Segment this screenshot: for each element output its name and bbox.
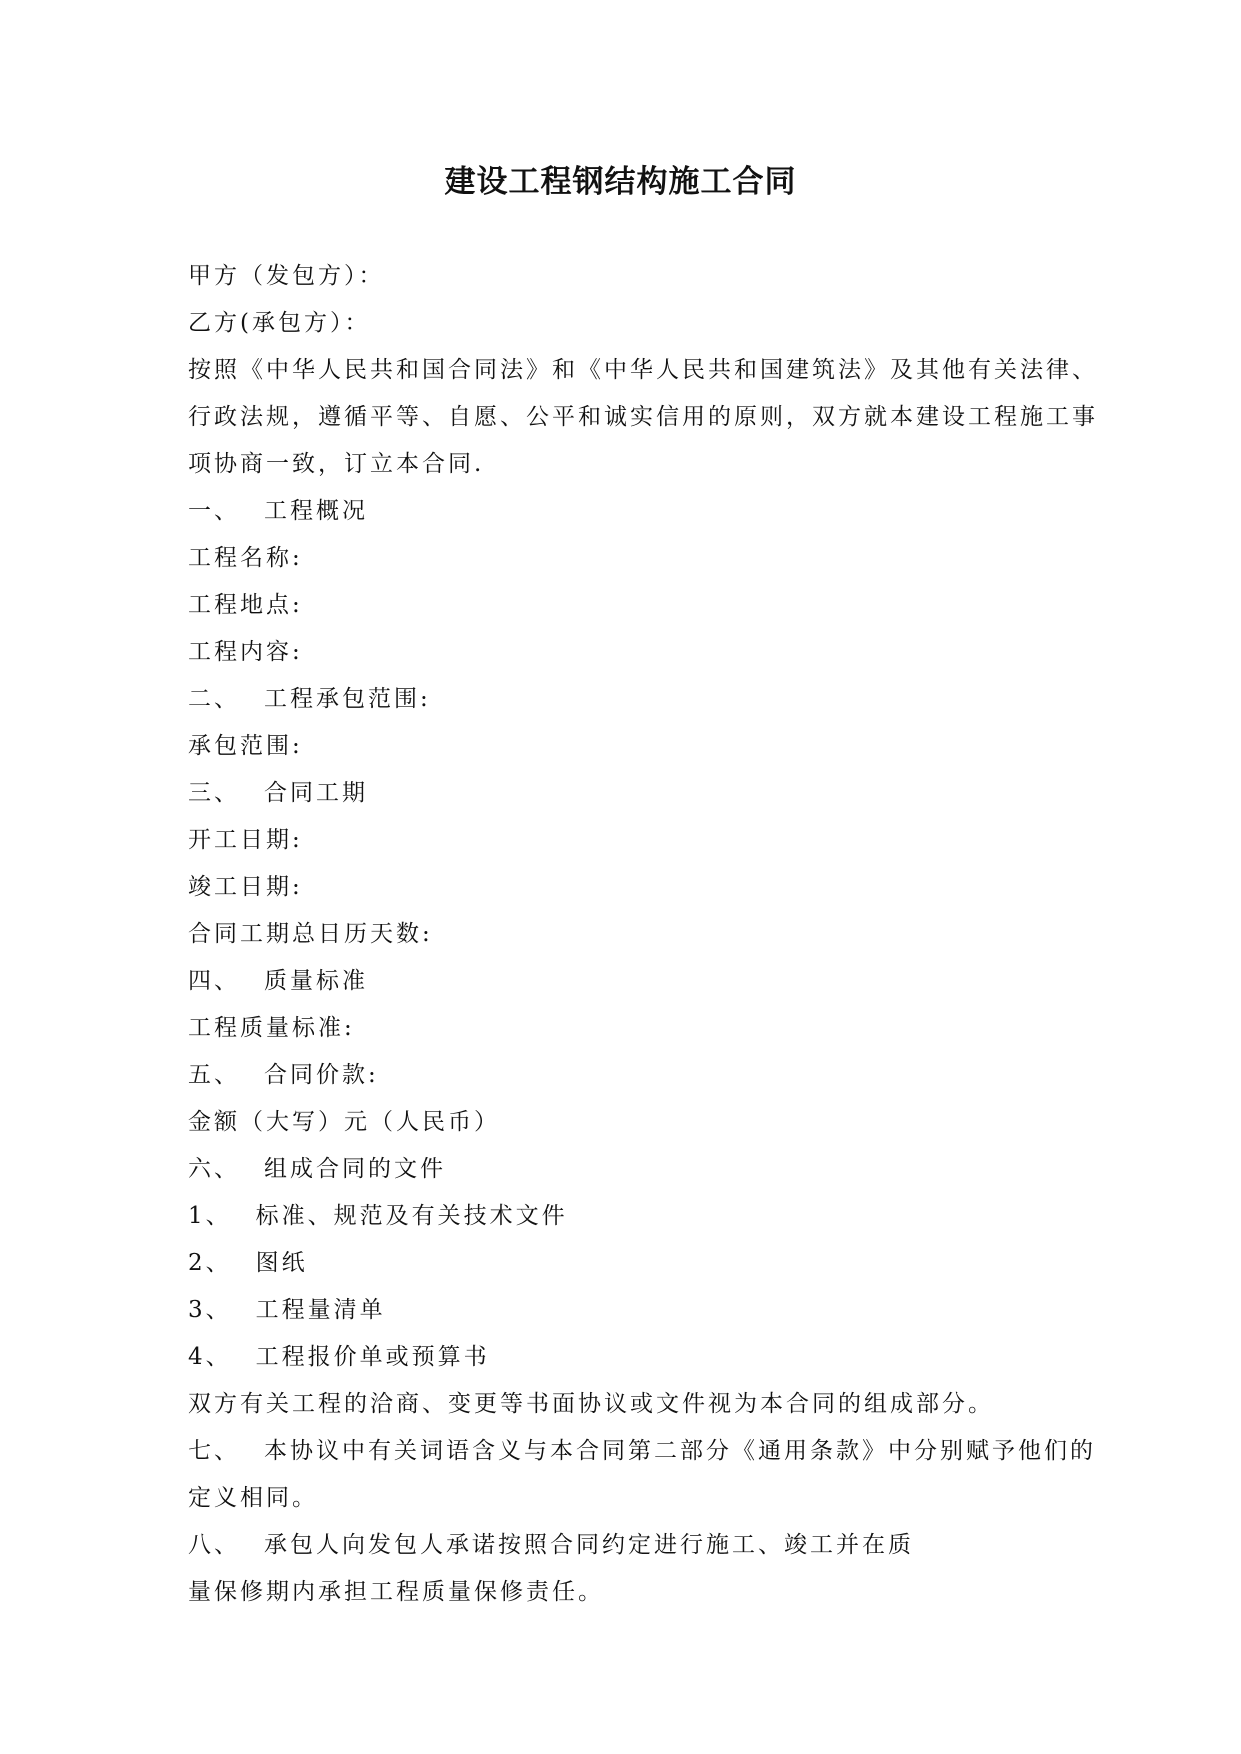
section-number: 八、 — [188, 1532, 240, 1558]
section-title: 工程承包范围: — [264, 686, 431, 712]
line-text: 行政法规，遵循平等、自愿、公平和诚实信用的原则，双方就本建设工程施工事 — [188, 404, 1098, 430]
field-label: 工程地点: — [188, 592, 303, 618]
line-text: 量保修期内承担工程质量保修责任。 — [188, 1579, 604, 1605]
party-b-line — [188, 300, 1068, 347]
field-scope — [188, 723, 1068, 770]
field-label: 开工日期: — [188, 827, 303, 853]
section-title: 承包人向发包人承诺按照合同约定进行施工、竣工并在质 — [264, 1532, 914, 1558]
section-title: 合同工期 — [264, 780, 368, 806]
list-number: 2、 — [188, 1250, 232, 1276]
section-number: 五、 — [188, 1062, 240, 1088]
field-label: 工程名称: — [188, 545, 303, 571]
section-number: 四、 — [188, 968, 240, 994]
document-body — [188, 253, 1098, 1616]
list-number: 3、 — [188, 1297, 232, 1323]
list-text: 工程报价单或预算书 — [255, 1344, 490, 1370]
party-a-line — [188, 253, 1068, 300]
section-number: 七、 — [188, 1438, 240, 1464]
field-quality-standard — [188, 1005, 1068, 1052]
field-label: 金额（大写）元（人民币） — [188, 1109, 500, 1135]
line-text: 项协商一致，订立本合同. — [188, 451, 485, 477]
section-number: 二、 — [188, 686, 240, 712]
document-title: 建设工程钢结构施工合同 — [444, 164, 797, 200]
section-8-continuation — [188, 1569, 1068, 1616]
section-heading-8 — [188, 1522, 1068, 1569]
section-heading-1 — [188, 488, 1068, 535]
field-label: 竣工日期: — [188, 874, 303, 900]
documents-note — [188, 1381, 1068, 1428]
list-item-2 — [188, 1240, 1068, 1287]
field-project-location — [188, 582, 1068, 629]
line-text: 按照《中华人民共和国合同法》和《中华人民共和国建筑法》及其他有关法律、 — [188, 357, 1098, 383]
preamble-line-2 — [188, 394, 1098, 441]
field-amount — [188, 1099, 1068, 1146]
line-text: 甲方（发包方）： — [188, 263, 385, 289]
field-project-name — [188, 535, 1068, 582]
section-number: 三、 — [188, 780, 240, 806]
list-text: 工程量清单 — [255, 1297, 386, 1323]
line-text: 双方有关工程的洽商、变更等书面协议或文件视为本合同的组成部分。 — [188, 1391, 994, 1417]
list-item-1 — [188, 1193, 1068, 1240]
section-heading-5 — [188, 1052, 1068, 1099]
line-text: 定义相同。 — [188, 1485, 318, 1511]
section-title: 合同价款: — [264, 1062, 379, 1088]
section-title: 本协议中有关词语含义与本合同第二部分《通用条款》中分别赋予他们的 — [264, 1438, 1096, 1464]
section-7-continuation — [188, 1475, 1068, 1522]
preamble-line-1 — [188, 347, 1098, 394]
field-label: 合同工期总日历天数: — [188, 921, 433, 947]
field-start-date — [188, 817, 1068, 864]
list-number: 4、 — [188, 1344, 232, 1370]
preamble-line-3 — [188, 441, 1068, 488]
field-label: 承包范围: — [188, 733, 303, 759]
field-label: 工程内容: — [188, 639, 303, 665]
section-title: 组成合同的文件 — [264, 1156, 446, 1182]
list-item-3 — [188, 1287, 1068, 1334]
list-text: 图纸 — [255, 1250, 308, 1276]
list-item-4 — [188, 1334, 1068, 1381]
section-number: 六、 — [188, 1156, 240, 1182]
list-text: 标准、规范及有关技术文件 — [255, 1203, 568, 1229]
section-title: 质量标准 — [264, 968, 368, 994]
section-heading-4 — [188, 958, 1068, 1005]
section-heading-2 — [188, 676, 1068, 723]
section-heading-3 — [188, 770, 1068, 817]
section-heading-6 — [188, 1146, 1068, 1193]
field-total-days — [188, 911, 1068, 958]
field-project-content — [188, 629, 1068, 676]
field-completion-date — [188, 864, 1068, 911]
section-number: 一、 — [188, 498, 240, 524]
line-text: 乙方(承包方）： — [188, 310, 371, 336]
section-heading-7 — [188, 1428, 1096, 1475]
section-title: 工程概况 — [264, 498, 368, 524]
list-number: 1、 — [188, 1203, 232, 1229]
field-label: 工程质量标准: — [188, 1015, 355, 1041]
